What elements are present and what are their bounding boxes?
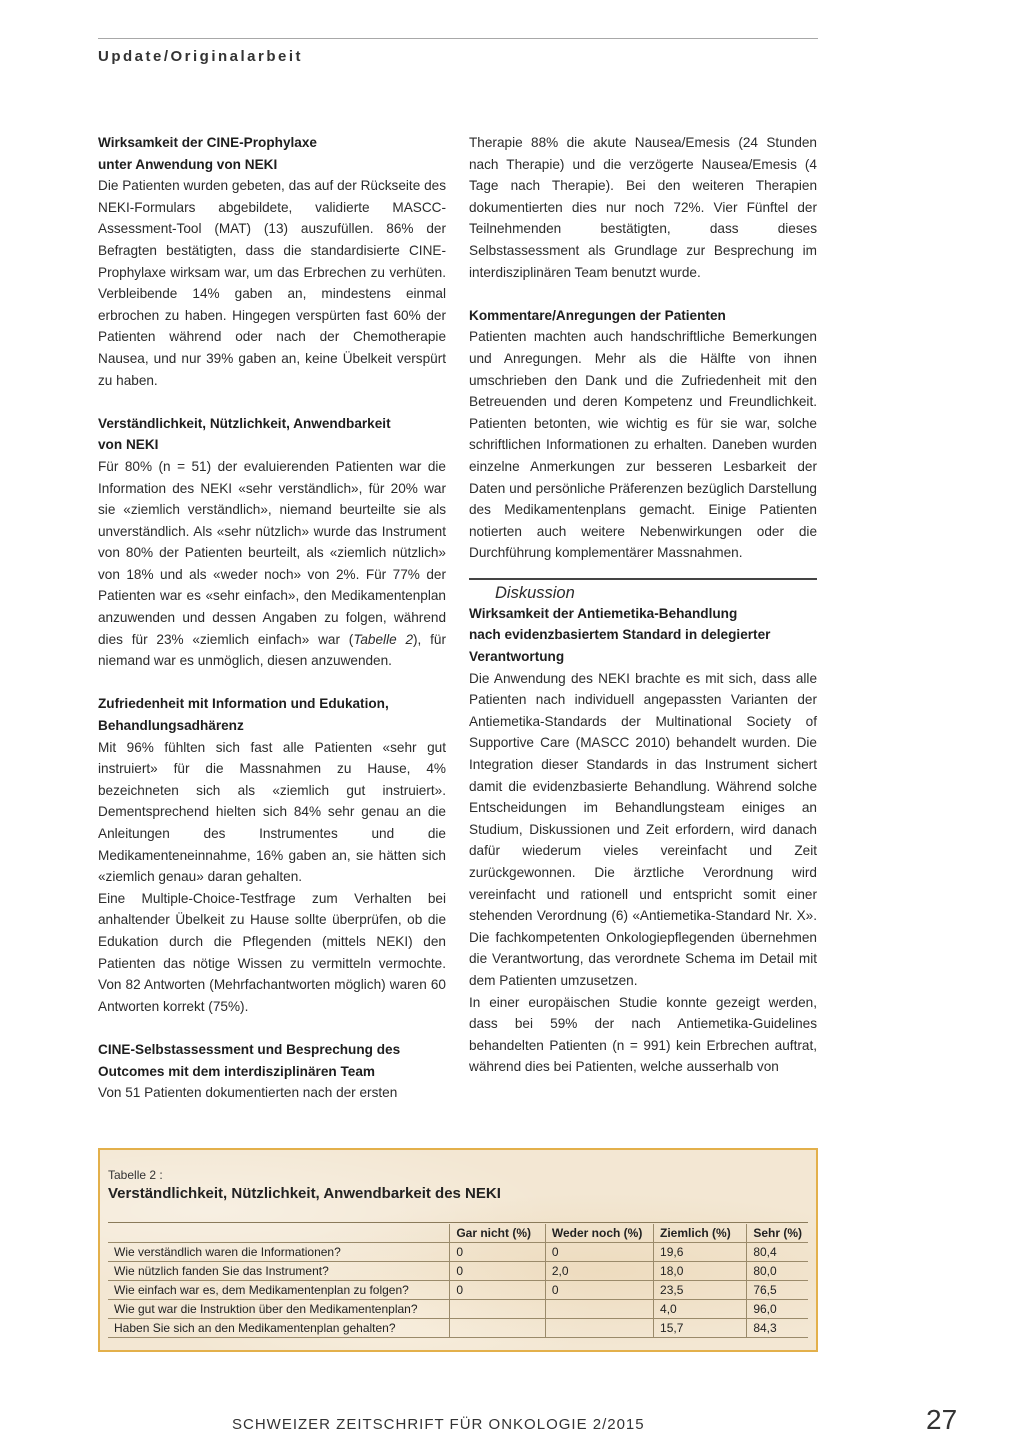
- table-cell: [450, 1319, 546, 1338]
- table-row: [108, 1319, 808, 1338]
- table-cell: 15,7: [654, 1319, 747, 1338]
- heading-line: Zufriedenheit mit Information und Edukation,: [98, 696, 389, 712]
- table-cell: 76,5: [747, 1281, 808, 1300]
- heading-line: Wirksamkeit der CINE-Prophylaxe: [98, 135, 317, 150]
- table-reference[interactable]: Tabelle 2: [353, 631, 414, 647]
- header-rule: [98, 38, 818, 39]
- heading-line: Wirksamkeit der Antiemetika-Behandlung: [469, 605, 738, 621]
- heading-line: Verantwortung: [469, 649, 565, 665]
- paragraph: Die Anwendung des NEKI brachte es mit sich, dass alle Patienten nach individuell angepassten Varianten der Antiemetika-Standards der Multinational Society of Supportive Care (MASCC 2010) behandelt wurden. Die Integration dieser Standards in das Instrument sichert damit die evidenzbasierte Behandlung. Während solche Entscheidungen im Behandlungsteam einiges an Studium, Diskussionen und Zeit erfordern, wird danach dafür wiederum vieles vereinfacht und Zeit zurückgewonnen. Die ärztliche Verordnung wird vereinfacht und rationell und entspricht somit einer stehenden Verordnung (6) «Antiemetika-Standard Nr. X». Die fachkompetenten Onkologiepflegenden übernehmen die Verantwortung, das verordnete Schema im Detail mit dem Patienten umzusetzen.: [469, 670, 817, 988]
- paragraph: Patienten machten auch handschriftliche Bemerkungen und Anregungen. Mehr als die Hälfte von ihnen umschrieben den Dank und die Zufriedenheit mit den Betreuenden und deren Kompetenz und Freundlichkeit. Patienten betonten, wie wichtig es für sie war, solche schriftlichen Informationen zu erhalten. Daneben wurden einzelne Anmerkungen zur besseren Lesbarkeit der Daten und persönliche Präferenzen bezüglich Darstellung des Medikamentenplans gemacht. Einige Patienten notierten auch weitere Nebenwirkungen oder die Durchführung komplementärer Massnahmen.: [469, 329, 817, 561]
- table-cell: 4,0: [654, 1300, 747, 1319]
- section-heading: [98, 413, 446, 456]
- section-heading: [98, 1039, 446, 1082]
- heading-line: unter Anwendung von NEKI: [98, 156, 278, 172]
- table-header-row: [108, 1224, 808, 1243]
- heading-line: von NEKI: [98, 437, 159, 453]
- section-heading: [98, 132, 446, 175]
- heading-line: nach evidenzbasiertem Standard in delegierter: [469, 627, 771, 643]
- heading-line: Outcomes mit dem interdisziplinären Team: [98, 1063, 375, 1079]
- table-label: Tabelle 2 :: [108, 1168, 163, 1182]
- row-label: Wie nützlich fanden Sie das Instrument?: [108, 1262, 450, 1281]
- paragraph: Die Patienten wurden gebeten, das auf der Rückseite des NEKI-Formulars abgebildete, validierte MASCC-Assessment-Tool (MAT) (13) auszufüllen. 86% der Befragten bestätigten, dass die standardisierte CINE-Prophylaxe wirksam war, um das Erbrechen zu verhüten. Verbleibende 14% gaben an, mindestens einmal erbrochen zu haben. Hingegen verspürten fast 60% der Patienten während oder nach der Chemotherapie Nausea, und nur 39% gaben an, keine Übelkeit verspürt zu haben.: [98, 178, 446, 388]
- column-header: Sehr (%): [747, 1224, 808, 1243]
- table-cell: 0: [545, 1281, 653, 1300]
- column-header: Gar nicht (%): [450, 1224, 546, 1243]
- paragraph: Therapie 88% die akute Nausea/Emesis (24 Stunden nach Therapie) und die verzögerte Nausea/Emesis (4 Tage nach Therapie). Bei den weiteren Therapien dokumentierten dies nur noch 72%. Vier Fünftel der Teilnehmenden bestätigten, dass dieses Selbstassessment als Grundlage zur Besprechung im interdisziplinären Team benutzt wurde.: [469, 135, 817, 280]
- paragraph: In einer europäischen Studie konnte gezeigt werden, dass bei 59% der nach Antiemetika-Guidelines behandelten Patienten (n = 991) kein Erbrechen auftrat, während dies bei Patienten, welche ausserhalb von: [469, 994, 817, 1075]
- table-row: [108, 1262, 808, 1281]
- row-label: Wie verständlich waren die Informationen?: [108, 1243, 450, 1262]
- paragraph: Eine Multiple-Choice-Testfrage zum Verhalten bei anhaltender Übelkeit zu Hause sollte überprüfen, ob die Edukation durch die Pflegenden (mittels NEKI) den Patienten das nötige Wissen zu vermitteln vermochte. Von 82 Antworten (Mehrfachantworten möglich) waren 60 Antworten korrekt (75%).: [98, 890, 446, 1014]
- table-title: Verständlichkeit, Nützlichkeit, Anwendbarkeit des NEKI: [108, 1185, 501, 1202]
- table-row: [108, 1281, 808, 1300]
- table-cell: 2,0: [545, 1262, 653, 1281]
- table-panel: [98, 1148, 818, 1352]
- paragraph-text: ), für niemand war es unmöglich, diesen anzuwenden.: [98, 631, 446, 669]
- table-cell: 19,6: [654, 1243, 747, 1262]
- heading-line: CINE-Selbstassessment und Besprechung des: [98, 1041, 401, 1057]
- column-header: Weder noch (%): [545, 1224, 653, 1243]
- table-cell: 0: [450, 1243, 546, 1262]
- right-column: [469, 132, 817, 1078]
- table-cell: [450, 1300, 546, 1319]
- table-cell: [545, 1319, 653, 1338]
- left-column: [98, 132, 446, 1104]
- table-cell: 80,4: [747, 1243, 808, 1262]
- paragraph: Mit 96% fühlten sich fast alle Patienten «sehr gut instruiert» für die Massnahmen zu Hause, 4% bezeichneten sich als «ziemlich gut instruiert». Dementsprechend hielten sich 84% sehr genau an die Anleitungen des Instrumentes und die Medikamenteneinnahme, 16% gaben an, sie hätten sich «ziemlich genau» daran gehalten.: [98, 739, 446, 885]
- discussion-title: Diskussion: [495, 583, 575, 602]
- journal-footer: SCHWEIZER ZEITSCHRIFT FÜR ONKOLOGIE 2/2015: [232, 1416, 645, 1433]
- table-cell: 0: [545, 1243, 653, 1262]
- table-cell: [545, 1300, 653, 1319]
- table-row: [108, 1300, 808, 1319]
- table-cell: 96,0: [747, 1300, 808, 1319]
- column-header: [108, 1224, 450, 1243]
- page-number: 27: [926, 1404, 958, 1435]
- section-heading: [469, 603, 817, 668]
- section-heading: Kommentare/Anregungen der Patienten: [469, 307, 726, 323]
- table-cell: 80,0: [747, 1262, 808, 1281]
- section-label: Update/Originalarbeit: [98, 48, 304, 65]
- data-table: [108, 1224, 808, 1338]
- table-cell: 84,3: [747, 1319, 808, 1338]
- paragraph: Von 51 Patienten dokumentierten nach der ersten: [98, 1085, 398, 1101]
- table-row: [108, 1243, 808, 1262]
- section-heading: [98, 693, 446, 736]
- table-cell: 18,0: [654, 1262, 747, 1281]
- discussion-rule: [469, 578, 817, 580]
- heading-line: Behandlungsadhärenz: [98, 718, 244, 734]
- row-label: Haben Sie sich an den Medikamentenplan gehalten?: [108, 1319, 450, 1338]
- row-label: Wie einfach war es, dem Medikamentenplan zu folgen?: [108, 1281, 450, 1300]
- table-cell: 0: [450, 1262, 546, 1281]
- row-label: Wie gut war die Instruktion über den Medikamentenplan?: [108, 1300, 450, 1319]
- table-rule: [108, 1222, 808, 1223]
- heading-line: Verständlichkeit, Nützlichkeit, Anwendbarkeit: [98, 415, 391, 431]
- table-cell: 0: [450, 1281, 546, 1300]
- paragraph: [98, 456, 446, 672]
- column-header: Ziemlich (%): [654, 1224, 747, 1243]
- table-cell: 23,5: [654, 1281, 747, 1300]
- paragraph-text: Für 80% (n = 51) der evaluierenden Patienten war die Information des NEKI «sehr verständlich», für 20% war sie «ziemlich verständlich», niemand beurteilte sie als unverständlich. Als «sehr nützlich» wurde das Instrument von 80% der Patienten beurteilt, als «ziemlich nützlich» von 18% und als «weder noch» von 2%. Für 77% der Patienten war es «sehr einfach», den Medikamentenplan anzuwenden und dessen Angaben zu folgen, während dies für 23% «ziemlich einfach» war (: [98, 458, 446, 647]
